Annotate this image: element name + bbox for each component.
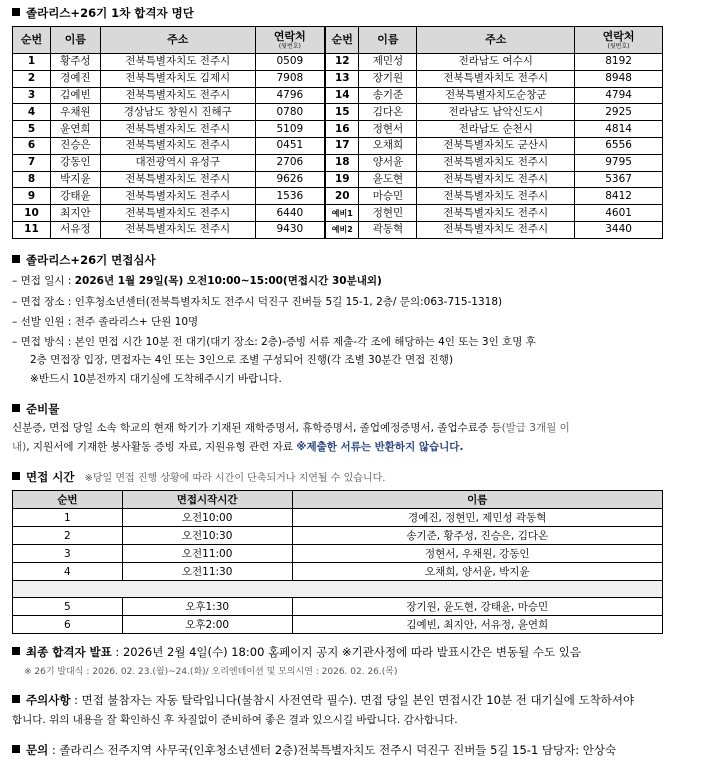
caution-line-2: 합니다. 위의 내용을 잘 확인하신 후 차질없이 준비하여 좋은 결과 있으시길 바랍니다. 감사합니다.: [12, 714, 458, 726]
final-result-note: ※ 26기 발대식 : 2026. 02. 23.(월)~24.(화)/ 오리엔테이션 및 모의시연 : 2026. 02. 26.(목): [24, 667, 398, 677]
table-row: 4 우채원 경상남도 창원시 진해구 0780 15 김다온 전라남도 남악신도시 2925: [13, 104, 663, 121]
lunch-break-row: [13, 581, 663, 598]
interview-date: – 면접 일시 : 2026년 1월 29일(목) 오전10:00~15:00(면접시간 30분내외): [12, 275, 382, 287]
table-row: 3 김예빈 전북특별자치도 전주시 4796 14 송기준 전북특별자치도순창군 4794: [13, 87, 663, 104]
table-header-row: 순번 이름 주소 연락처 (뒷번호) 순번 이름 주소 연락처 (뒷번호): [13, 27, 663, 54]
table-row: 6 오후2:00 김예빈, 최지안, 서유정, 윤연희: [13, 616, 663, 634]
table-row: 9 강태윤 전북특별자치도 전주시 1536 20 마승민 전북특별자치도 전주시 8412: [13, 188, 663, 205]
table-row: 5 윤연희 전북특별자치도 전주시 5109 16 정현서 전라남도 순천시 4814: [13, 121, 663, 138]
square-bullet-icon: [12, 647, 20, 655]
section-title-schedule: 면접 시간 ※당일 면접 진행 상황에 따라 시간이 단축되거나 지연될 수 있습니다.: [12, 469, 385, 485]
table-row: 10 최지안 전북특별자치도 전주시 6440 예비1 정현민 전북특별자치도 전주시 4601: [13, 205, 663, 222]
table-header-row: 순번 면접시작시간 이름: [13, 491, 663, 509]
table-row: 8 박지윤 전북특별자치도 전주시 9626 19 윤도현 전북특별자치도 전주시 5367: [13, 171, 663, 188]
table-row: 3 오전11:00 정현서, 우채원, 강동인: [13, 545, 663, 563]
square-bullet-icon: [12, 745, 20, 753]
square-bullet-icon: [12, 255, 20, 263]
section-caution: 주의사항 : 면접 불참자는 자동 탈락입니다(불참시 사전연락 필수). 면접 당일 본인 면접시간 10분 전 대기실에 도착하셔야: [12, 692, 634, 708]
table-row: 4 오전11:30 오채희, 양서윤, 박지윤: [13, 563, 663, 581]
table-row: 11 서유정 전북특별자치도 전주시 9430 예비2 곽동혁 전북특별자치도 전주시 3440: [13, 221, 663, 238]
interview-count: – 선발 인원 : 전주 졸라리스+ 단원 10명: [12, 316, 199, 328]
interview-notice: ※반드시 10분전까지 대기실에 도착해주시기 바랍니다.: [30, 373, 282, 385]
section-title-interview: 졸라리스+26기 면접심사: [12, 252, 156, 268]
pass-list-table: [12, 26, 663, 239]
square-bullet-icon: [12, 472, 20, 480]
square-bullet-icon: [12, 404, 20, 412]
section-title-materials: 준비물: [12, 401, 59, 417]
table-row: 5 오후1:30 장기원, 윤도현, 강태윤, 마승민: [13, 598, 663, 616]
section-title-list: 졸라리스+26기 1차 합격자 명단: [12, 5, 194, 21]
table-row: 1 오전10:00 경예진, 정현민, 제민성 곽동혁: [13, 509, 663, 527]
table-row: 2 오전10:30 송기준, 황주성, 진승은, 김다온: [13, 527, 663, 545]
table-row: 7 강동인 대전광역시 유성구 2706 18 양서윤 전북특별자치도 전주시 9795: [13, 154, 663, 171]
interview-method: – 면접 방식 : 본인 면접 시간 10분 전 대기(대기 장소: 2층)-증빙 서류 제출-각 조에 해당하는 4인 또는 3인 호명 후: [12, 336, 536, 348]
materials-line-2: 내), 지원서에 기재한 봉사활동 증빙 자료, 지원유형 관련 자료 ※제출한 서류는 반환하지 않습니다.: [12, 441, 464, 453]
schedule-table: [12, 490, 663, 634]
table-row: 6 진승은 전북특별자치도 전주시 0451 17 오채희 전북특별자치도 군산시 6556: [13, 137, 663, 154]
interview-place: – 면접 장소 : 인후청소년센터(전북특별자치도 전주시 덕진구 진버들 5길 15-1, 2층/ 문의:063-715-1318): [12, 296, 503, 308]
table-row: 1 황주성 전북특별자치도 전주시 0509 12 제민성 전라남도 여수시 8192: [13, 54, 663, 71]
section-final-result: 최종 합격자 발표 : 2026년 2월 4일(수) 18:00 홈페이지 공지 ※기관사정에 따라 발표시간은 변동될 수도 있음: [12, 644, 581, 660]
materials-line-1: 신분증, 면접 당일 소속 학교의 현재 학기가 기재된 재학증명서, 휴학증명서, 졸업예정증명서, 졸업수료증 등(발급 3개월 이: [12, 422, 570, 434]
table-row: 2 경예진 전북특별자치도 김제시 7908 13 장기원 전북특별자치도 전주시 8948: [13, 70, 663, 87]
interview-method-cont: 2층 면접장 입장, 면접자는 4인 또는 3인으로 조별 구성되어 진행(각 조별 30분간 면접 진행): [30, 354, 454, 366]
square-bullet-icon: [12, 8, 20, 16]
section-contact: 문의 : 졸라리스 전주지역 사무국(인후청소년센터 2층)전북특별자치도 전주시 덕진구 진버들 5길 15-1 담당자: 안상숙: [12, 742, 616, 758]
square-bullet-icon: [12, 695, 20, 703]
